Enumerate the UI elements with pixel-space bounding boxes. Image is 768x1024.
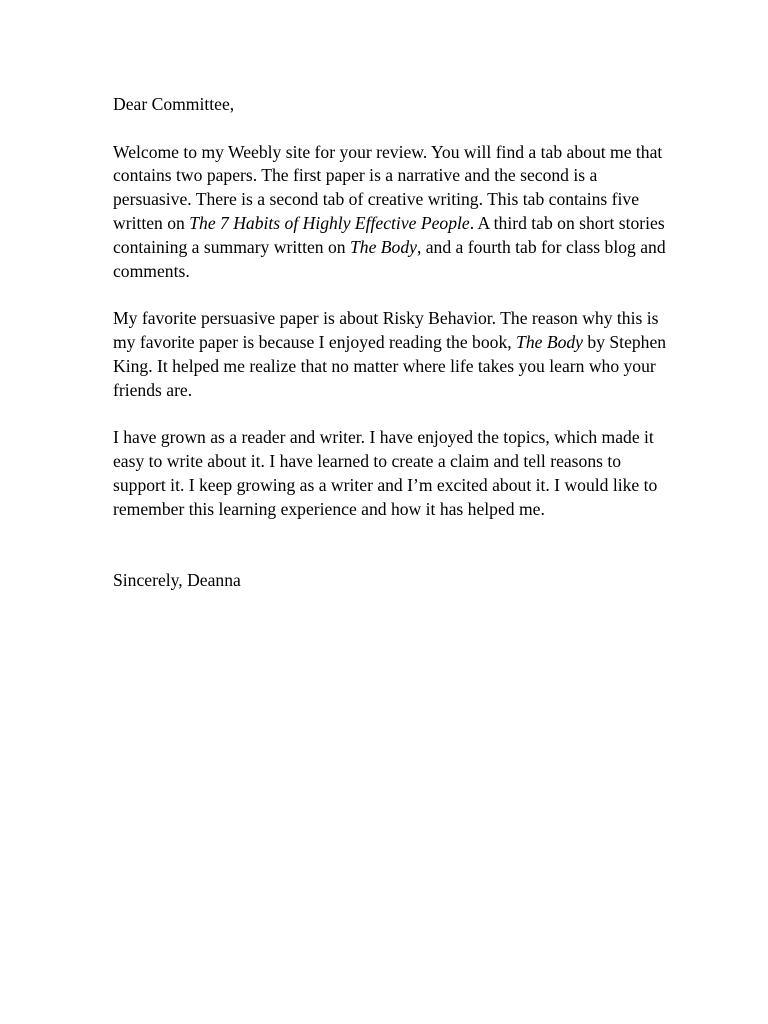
paragraph-intro-text-1: Welcome to my Weebly site for your review. You will find a tab about me that contains two papers. The first paper is a narrative and the second is a persuasive. There is a second tab of creative writing. This tab contains five written on xyxy=(113,141,663,233)
paragraph-growth: I have grown as a reader and writer. I have enjoyed the topics, which made it easy to write about it. I have learned to create a claim and tell reasons to support it. I keep growing as a writer and I’m excited about it. I would like to remember this learning experience and how it has helped me. xyxy=(113,427,658,519)
book-title-the-body: The Body xyxy=(349,236,417,257)
paragraph-favorite xyxy=(113,307,673,402)
book-title-7-habits: The 7 Habits of Highly Effective People xyxy=(189,212,470,233)
greeting: Dear Committee, xyxy=(113,94,235,114)
paragraph-intro-text-2: . A third tab on short stories containing a summary written on xyxy=(113,212,665,257)
paragraph-favorite-text-1: My favorite persuasive paper is about Risky Behavior. The reason why this is my favorite paper is because I enjoyed reading the book, xyxy=(113,308,659,352)
paragraph-favorite-text-2: by Stephen King. It helped me realize that no matter where life takes you learn who your friends are. xyxy=(113,331,667,400)
book-title-the-body: The Body xyxy=(516,331,583,352)
letter-body xyxy=(113,93,673,593)
closing-signature: Sincerely, Deanna xyxy=(113,569,241,590)
paragraph-intro xyxy=(113,141,673,284)
paragraph-intro-text-3: , and a fourth tab for class blog and comments. xyxy=(113,236,666,281)
